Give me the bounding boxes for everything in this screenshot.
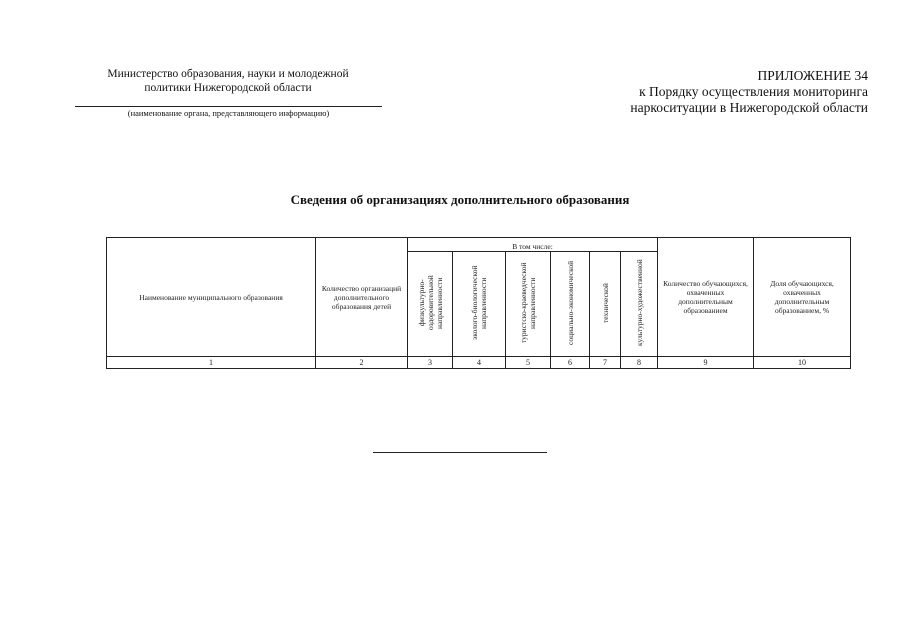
- ministry-block: [78, 67, 378, 95]
- appendix-block: [548, 68, 868, 116]
- header-share: Доля обучающихся, охваченных дополнительным образованием, %: [754, 238, 851, 357]
- column-number: 10: [754, 357, 851, 369]
- ministry-underline: [75, 106, 382, 107]
- column-number: 9: [658, 357, 754, 369]
- column-number: 3: [408, 357, 453, 369]
- column-number: 8: [621, 357, 658, 369]
- ministry-line-2: политики Нижегородской области: [144, 82, 312, 94]
- header-sub-culture: культурно-художественной: [621, 252, 658, 357]
- appendix-line-3: наркоситуации в Нижегородской области: [630, 100, 868, 115]
- header-sub-social: социально-экономической: [551, 252, 590, 357]
- table-row: [107, 357, 851, 369]
- signature-line: [373, 452, 547, 453]
- ministry-caption: (наименование органа, представляющего информацию): [127, 108, 330, 118]
- report-table: [106, 237, 851, 369]
- header-org-count: Количество организаций дополнительного образования детей: [316, 238, 408, 357]
- column-number: 5: [506, 357, 551, 369]
- document-title: Сведения об организациях дополнительного образования: [290, 192, 630, 207]
- header-sub-ecology: эколого-биологической направленности: [453, 252, 506, 357]
- ministry-line-1: Министерство образования, науки и молодежной: [107, 68, 349, 80]
- column-number: 1: [107, 357, 316, 369]
- appendix-line-1: ПРИЛОЖЕНИЕ 34: [757, 68, 868, 83]
- appendix-line-2: к Порядку осуществления мониторинга: [639, 84, 868, 99]
- column-number: 4: [453, 357, 506, 369]
- header-sub-technical: технической: [590, 252, 621, 357]
- header-students: Количество обучающихся, охваченных дополнительным образованием: [658, 238, 754, 357]
- column-number: 6: [551, 357, 590, 369]
- header-including: В том числе:: [408, 238, 658, 252]
- header-municipality: Наименование муниципального образования: [107, 238, 316, 357]
- table-header-row: [107, 238, 851, 252]
- header-sub-tourism: туристско-краеведческой направленности: [506, 252, 551, 357]
- column-number: 2: [316, 357, 408, 369]
- column-number: 7: [590, 357, 621, 369]
- header-sub-physical: физкультурно-оздоровительной направленности: [408, 252, 453, 357]
